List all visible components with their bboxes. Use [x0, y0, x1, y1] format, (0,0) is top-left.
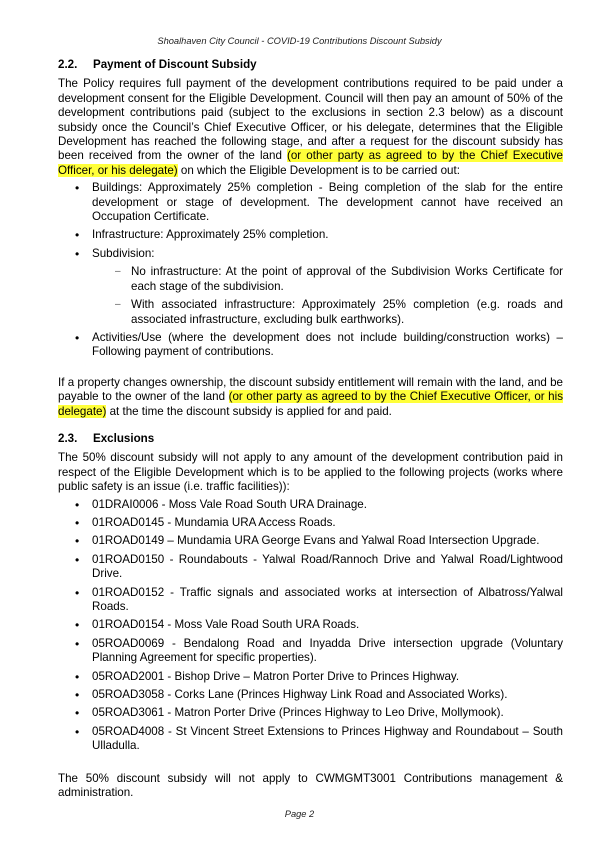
section-number: 2.2.	[58, 58, 78, 71]
paragraph-text: If a property changes ownership, the discount subsidy entitlement will remain with the land, and be payable to the owner of the land	[58, 375, 563, 404]
exclusions-closing: The 50% discount subsidy will not apply to CWMGMT3001 Contributions management & administration.	[58, 771, 563, 800]
list-item: • Infrastructure: Approximately 25% completion.	[58, 228, 563, 242]
list-item: • Buildings: Approximately 25% completion - Being completion of the slab for the entire development or stage of development. The development cannot have received an Occupation Certificate.	[58, 181, 563, 224]
list-item: • 05ROAD4008 - St Vincent Street Extensions to Princes Highway and Roundabout – South Ulladulla.	[58, 725, 563, 754]
sub-list-item: – With associated infrastructure: Approximately 25% completion (e.g. roads and associated infrastructure, excluding bulk earthworks).	[92, 298, 563, 327]
list-item-subdivision	[58, 247, 563, 327]
subdivision-sub-list	[92, 265, 563, 327]
list-item: • 01ROAD0149 – Mundamia URA George Evans and Yalwal Road Intersection Upgrade.	[58, 534, 563, 548]
list-item: • 05ROAD2001 - Bishop Drive – Matron Porter Drive to Princes Highway.	[58, 670, 563, 684]
list-item: • Activities/Use (where the development does not include building/construction works) – Following payment of contributions.	[58, 331, 563, 360]
paragraph-text: on which the Eligible Development is to be carried out:	[177, 163, 460, 177]
section-number: 2.3.	[58, 431, 78, 445]
paragraph-text: at the time the discount subsidy is applied for and paid.	[106, 404, 392, 418]
section-title: Payment of Discount Subsidy	[93, 58, 257, 71]
list-item: • 05ROAD0069 - Bendalong Road and Inyadda Drive intersection upgrade (Voluntary Planning Agreement for specific properties).	[58, 637, 563, 666]
list-item: • 01ROAD0145 - Mundamia URA Access Roads.	[58, 516, 563, 530]
exclusions-intro: The 50% discount subsidy will not apply to any amount of the development contribution paid in respect of the Eligible Development which is to be applied to the following projects (works where public safety is an issue (i.e. traffic facilities)):	[58, 451, 563, 494]
section-title: Exclusions	[93, 431, 155, 445]
stage-bullet-list	[58, 181, 563, 359]
list-item-label: Subdivision:	[92, 246, 155, 260]
paragraph-text: The Policy requires full payment of the development contributions required to be paid under a development consent for the Eligible Development. Council will then pay an amount of 50% of the development contributions paid (subject to the exclusions in section 2.3 below) as a discount subsidy once the Council’s Chief Executive Officer, or his delegate, determines that the Eligible Development has reached the following stage, and after a request for the discount subsidy has been received from the owner of the land	[58, 77, 563, 163]
section-2-3-heading	[58, 432, 563, 446]
list-item: • 01ROAD0150 - Roundabouts - Yalwal Road/Rannoch Drive and Yalwal Road/Lightwood Drive.	[58, 553, 563, 582]
page-header: Shoalhaven City Council - COVID-19 Contributions Discount Subsidy	[157, 36, 442, 46]
list-item: • 01ROAD0152 - Traffic signals and associated works at intersection of Albatross/Yalwal Roads.	[58, 586, 563, 615]
list-item: • 05ROAD3061 - Matron Porter Drive (Princes Highway to Leo Drive, Mollymook).	[58, 706, 563, 720]
list-item: • 05ROAD3058 - Corks Lane (Princes Highway Link Road and Associated Works).	[58, 688, 563, 702]
highlighted-text: (or other party as agreed to by the Chief Executive Officer, or his delegate)	[58, 390, 564, 418]
list-item: • 01ROAD0154 - Moss Vale Road South URA Roads.	[58, 618, 563, 632]
ownership-paragraph	[58, 376, 563, 419]
exclusions-list	[58, 498, 563, 754]
highlighted-text: (or other party as agreed to by the Chief Executive Officer, or his delegate)	[58, 149, 563, 177]
payment-paragraph	[58, 77, 563, 178]
section-2-2-heading	[58, 58, 563, 72]
page-number: Page 2	[284, 809, 315, 819]
document-body	[58, 58, 563, 800]
sub-list-item: – No infrastructure: At the point of approval of the Subdivision Works Certificate for each stage of the subdivision.	[92, 265, 563, 294]
list-item: • 01DRAI0006 - Moss Vale Road South URA Drainage.	[58, 498, 563, 512]
